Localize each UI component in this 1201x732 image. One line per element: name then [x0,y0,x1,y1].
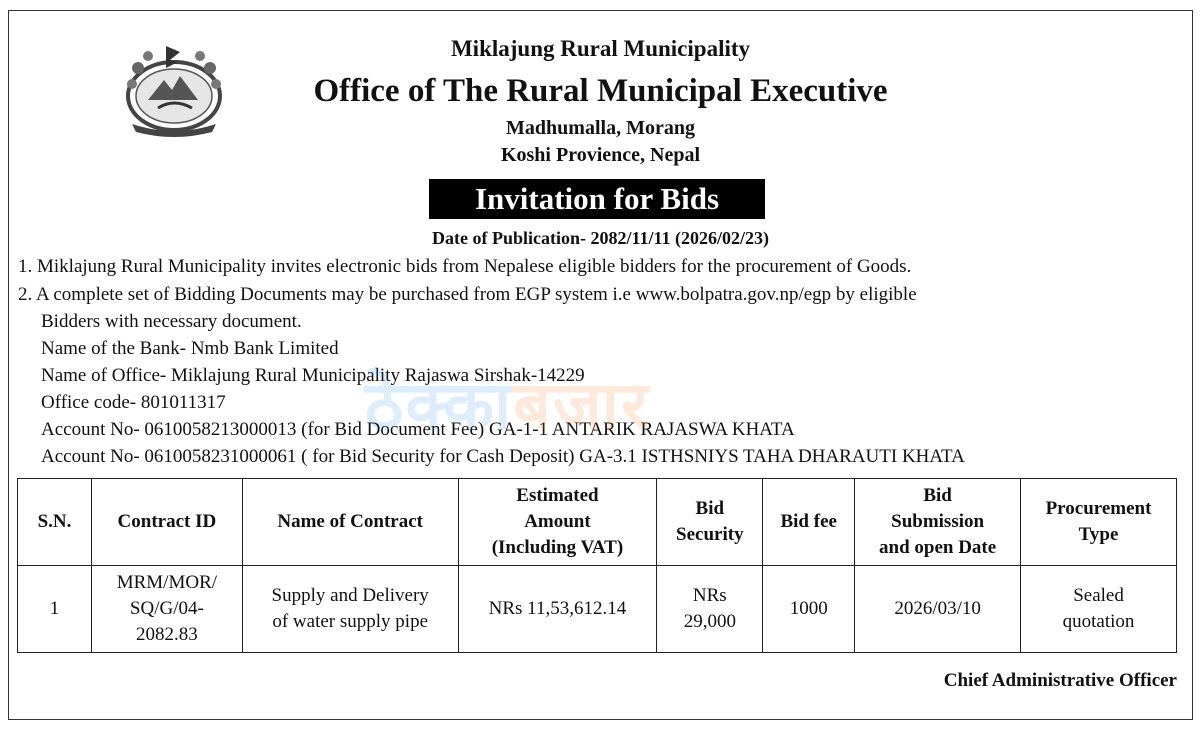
account-fee: Account No- 0610058213000013 (for Bid Document Fee) GA-1-1 ANTARIK RAJASWA KHATA [41,419,795,440]
body-line-2: 2. A complete set of Bidding Documents may be purchased from EGP system i.e www.bolpatra.gov.np/egp by eligible [18,284,917,305]
col-procurement-type: Procurement Type [1021,479,1177,566]
office-code: Office code- 801011317 [41,392,226,413]
bank-name: Name of the Bank- Nmb Bank Limited [41,338,339,359]
cell-sn: 1 [18,566,92,653]
cell-procurement-type: Sealed quotation [1021,566,1177,653]
municipality-name: Miklajung Rural Municipality [450,36,751,61]
account-security: Account No- 0610058231000061 ( for Bid Security for Cash Deposit) GA-3.1 ISTHSNIYS TAHA DHARAUTI KHATA [41,446,965,467]
cell-bid-fee: 1000 [763,566,855,653]
col-contract-name: Name of Contract [242,479,458,566]
col-contract-id: Contract ID [91,479,242,566]
address-line-2: Koshi Provience, Nepal [500,144,701,166]
body-line-3: Bidders with necessary document. [41,311,302,332]
publication-date: Date of Publication- 2082/11/11 (2026/02/23) [432,228,769,248]
address-line-1: Madhumalla, Morang [506,117,695,139]
col-submission-date: Bid Submission and open Date [855,479,1021,566]
cell-submission-date: 2026/03/10 [855,566,1021,653]
cell-estimated-amount: NRs 11,53,612.14 [458,566,657,653]
cell-contract-id: MRM/MOR/ SQ/G/04- 2082.83 [91,566,242,653]
col-sn: S.N. [18,479,92,566]
col-bid-security: Bid Security [657,479,763,566]
invitation-banner: Invitation for Bids [429,179,765,219]
col-bid-fee: Bid fee [763,479,855,566]
signature-title: Chief Administrative Officer [943,670,1177,691]
office-name: Name of Office- Miklajung Rural Municipality Rajaswa Sirshak-14229 [41,365,585,386]
body-line-1: 1. Miklajung Rural Municipality invites electronic bids from Nepalese eligible bidders for the procurement of Goods. [18,256,912,277]
table-row [18,566,1177,653]
watermark-logo: ठेक्काबजार [365,367,650,444]
bids-table [17,478,1177,653]
cell-bid-security: NRs 29,000 [657,566,763,653]
table-header-row [18,479,1177,566]
office-title: Office of The Rural Municipal Executive [313,73,888,109]
col-estimated-amount: Estimated Amount (Including VAT) [458,479,657,566]
cell-contract-name: Supply and Delivery of water supply pipe [242,566,458,653]
